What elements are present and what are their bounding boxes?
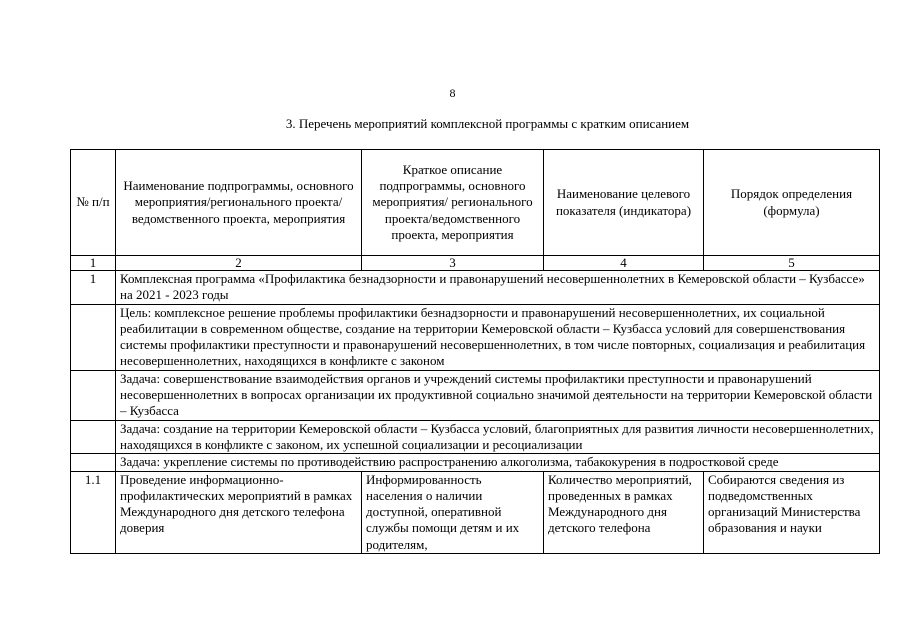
activity-number: 1.1 bbox=[71, 471, 116, 553]
table-header-row bbox=[71, 150, 880, 256]
task-row bbox=[71, 454, 880, 471]
activity-description: Информированность населения о наличии доступной, оперативной службы помощи детям и их родителям, bbox=[362, 471, 544, 553]
section-title: 3. Перечень мероприятий комплексной программы с кратким описанием bbox=[285, 116, 690, 131]
goal-text: Цель: комплексное решение проблемы профилактики безнадзорности и правонарушений несовершеннолетних, их социальной реабилитации в современном обществе, создание на территории Кемеровской области – Кузбасса условий для совершенствования системы профилактики преступности и правонарушений несовершеннолетних, в том числе повторных, социализация и реабилитация несовершеннолетних, находящихся в конфликте с законом bbox=[116, 304, 880, 370]
header-indicator: Наименование целевого показателя (индикатора) bbox=[544, 150, 704, 256]
program-number: 1 bbox=[71, 271, 116, 305]
column-number-row bbox=[71, 256, 880, 271]
task-row bbox=[71, 420, 880, 454]
column-number: 5 bbox=[704, 256, 880, 271]
activity-name: Проведение информационно-профилактических мероприятий в рамках Международного дня детского телефона доверия bbox=[116, 471, 362, 553]
task-text: Задача: совершенствование взаимодействия органов и учреждений системы профилактики преступности и правонарушений несовершеннолетних в вопросах организации их продуктивной социально значимой деятельности на территории Кемеровской области – Кузбасса bbox=[116, 370, 880, 420]
goal-row bbox=[71, 304, 880, 370]
column-number: 2 bbox=[116, 256, 362, 271]
column-number: 1 bbox=[71, 256, 116, 271]
column-number: 4 bbox=[544, 256, 704, 271]
page-number: 8 bbox=[449, 86, 456, 100]
task-text: Задача: создание на территории Кемеровской области – Кузбасса условий, благоприятных для развития личности несовершеннолетних, находящихся в конфликте с законом, их успешной социализации и ресоциализации bbox=[116, 420, 880, 454]
header-formula: Порядок определения (формула) bbox=[704, 150, 880, 256]
program-row bbox=[71, 271, 880, 305]
activity-formula: Собираются сведения из подведомственных организаций Министерства образования и науки bbox=[704, 471, 880, 553]
header-number: № п/п bbox=[71, 150, 116, 256]
header-name: Наименование подпрограммы, основного мероприятия/регионального проекта/ведомственного проекта, мероприятия bbox=[116, 150, 362, 256]
column-number: 3 bbox=[362, 256, 544, 271]
activities-table bbox=[70, 149, 880, 554]
task-text: Задача: укрепление системы по противодействию распространению алкоголизма, табакокурения в подростковой среде bbox=[116, 454, 880, 471]
program-title: Комплексная программа «Профилактика безнадзорности и правонарушений несовершеннолетних в Кемеровской области – Кузбассе» на 2021 - 2023 годы bbox=[116, 271, 880, 305]
header-description: Краткое описание подпрограммы, основного мероприятия/ регионального проекта/ведомственного проекта, мероприятия bbox=[362, 150, 544, 256]
activity-indicator: Количество мероприятий, проведенных в рамках Международного дня детского телефона bbox=[544, 471, 704, 553]
task-row bbox=[71, 370, 880, 420]
activity-row bbox=[71, 471, 880, 553]
